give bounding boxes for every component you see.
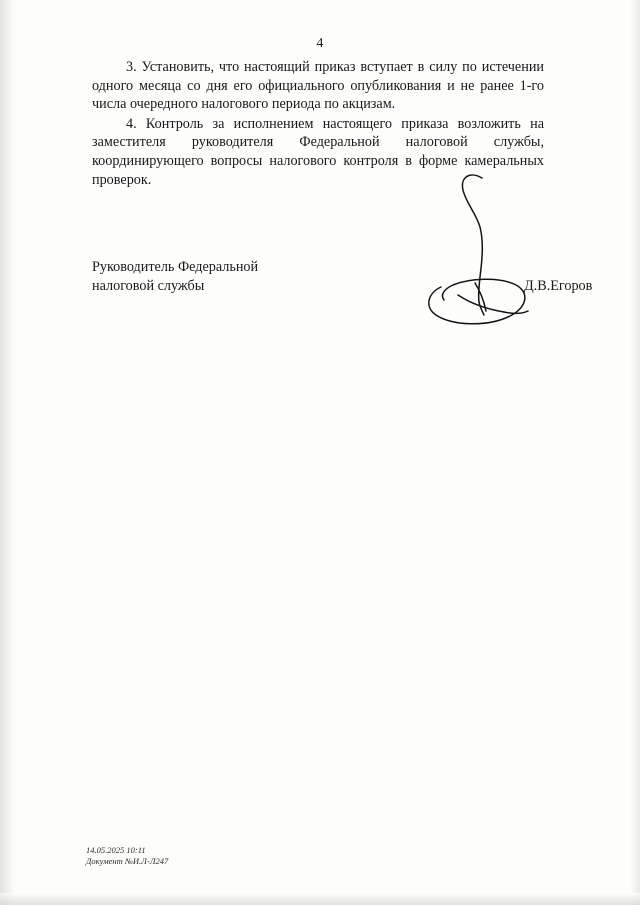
scan-edge-left [0,0,14,905]
handwritten-signature-icon [418,165,548,340]
signer-name: Д.В.Егоров [524,278,593,294]
footer-reference: Документ №И.Л-Л247 [86,856,169,866]
signatory-title-line-1: Руководитель Федеральной [92,259,259,275]
signatory-title [92,258,322,295]
page-number: 4 [316,36,324,51]
footer-stamp [86,845,168,867]
paragraph-3: 3. Установить, что настоящий приказ вступает в силу по истечении одного месяца со дня его официального опубликования и не ранее 1-го числа очередного налогового периода по акцизам. [92,59,544,113]
footer-timestamp: 14.05.2025 10:11 [86,845,146,855]
document-body [92,58,544,189]
scan-edge-bottom [0,893,640,905]
scan-edge-right [630,0,640,905]
paragraph-4: 4. Контроль за исполнением настоящего приказа возложить на заместителя руководителя Федеральной налоговой службы, координирующего вопросы налогового контроля в форме камеральных проверок. [92,115,544,188]
signatory-title-line-2: налоговой службы [92,277,205,294]
